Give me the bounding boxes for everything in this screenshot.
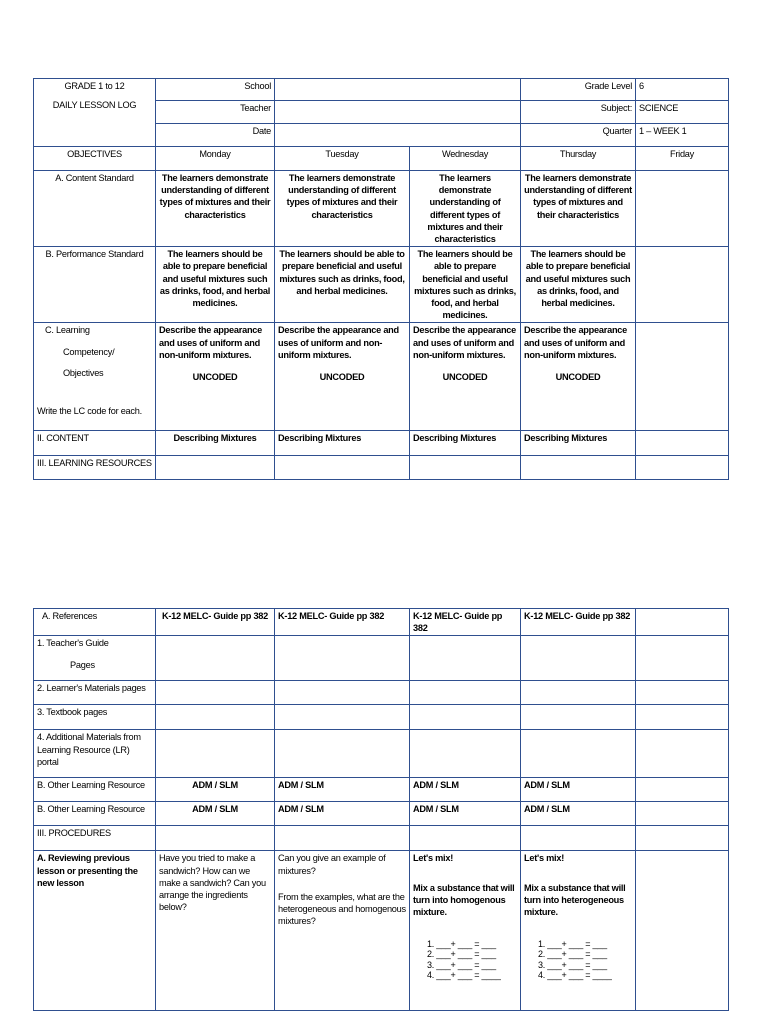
teachers-guide-friday — [636, 636, 729, 681]
teachers-guide-wednesday — [410, 636, 521, 681]
subject-value: SCIENCE — [636, 101, 729, 124]
content-standard-wednesday: The learners demonstrate understanding of different types of mixtures and their characteristics — [410, 171, 521, 247]
date-label: Date — [156, 124, 275, 147]
learners-materials-monday — [156, 681, 275, 705]
procedures-thursday — [521, 826, 636, 851]
learning-competency-wednesday — [410, 323, 521, 431]
learning-resources-label: III. LEARNING RESOURCES — [34, 456, 156, 480]
procedures-wednesday — [410, 826, 521, 851]
references-thursday: K-12 MELC- Guide pp 382 — [521, 609, 636, 636]
content-standard-thursday: The learners demonstrate understanding of different types of mixtures and their characteristics — [521, 171, 636, 247]
learning-competency-label-3: Objectives — [63, 367, 104, 378]
content-friday — [636, 431, 729, 456]
performance-standard-thursday: The learners should be able to prepare beneficial and useful mixtures such as drinks, food, and herbal medicines. — [521, 247, 636, 323]
performance-standard-monday: The learners should be able to prepare beneficial and useful mixtures such as drinks, food, and herbal medicines. — [156, 247, 275, 323]
learning-competency-monday — [156, 323, 275, 431]
other-resource-2-monday: ADM / SLM — [156, 802, 275, 826]
competency-text: Describe the appearance and uses of uniform and non-uniform mixtures. — [524, 325, 628, 360]
reviewing-thursday-title: Let's mix! — [524, 853, 565, 864]
other-resource-1-wednesday: ADM / SLM — [410, 778, 521, 802]
procedures-monday — [156, 826, 275, 851]
teacher-field[interactable] — [275, 101, 521, 124]
learners-materials-label: 2. Learner's Materials pages — [34, 681, 156, 705]
learning-resources-tuesday — [275, 456, 410, 480]
other-resource-2-friday — [636, 802, 729, 826]
reviewing-wednesday-instruction: Mix a substance that will turn into homogenous mixture. — [413, 882, 515, 918]
reviewing-tuesday-question-1: Can you give an example of mixtures? — [278, 853, 386, 876]
date-field[interactable] — [275, 124, 521, 147]
textbook-wednesday — [410, 705, 521, 730]
content-wednesday: Describing Mixtures — [410, 431, 521, 456]
competency-code: UNCODED — [192, 372, 238, 383]
day-header-monday: Monday — [156, 147, 275, 171]
reviewing-monday: Have you tried to make a sandwich? How can we make a sandwich? Can you arrange the ingredients below? — [156, 851, 275, 1011]
learning-resources-thursday — [521, 456, 636, 480]
blank-equation-item: 4. ___+ ___ = ____ — [427, 969, 501, 980]
blank-equation-item: 1. ___+ ___ = ___ — [427, 939, 496, 950]
learning-resources-wednesday — [410, 456, 521, 480]
content-label: II. CONTENT — [34, 431, 156, 456]
teachers-guide-thursday — [521, 636, 636, 681]
procedures-friday — [636, 826, 729, 851]
procedures-tuesday — [275, 826, 410, 851]
teachers-guide-label-1: 1. Teacher's Guide — [37, 638, 109, 649]
school-label: School — [156, 79, 275, 101]
blank-equations-list — [524, 939, 632, 980]
day-header-thursday: Thursday — [521, 147, 636, 171]
additional-materials-wednesday — [410, 730, 521, 778]
reviewing-tuesday-question-2: From the examples, what are the heterogeneous and homogenous mixtures? — [278, 891, 406, 927]
blank-equation-item: 4. ___+ ___ = ____ — [538, 969, 612, 980]
reviewing-thursday — [521, 851, 636, 1011]
textbook-thursday — [521, 705, 636, 730]
other-resource-1-friday — [636, 778, 729, 802]
competency-code: UNCODED — [555, 372, 601, 383]
learners-materials-friday — [636, 681, 729, 705]
competency-text: Describe the appearance and uses of uniform and non-uniform mixtures. — [159, 325, 263, 360]
blank-equation-item: 2. ___+ ___ = ___ — [538, 949, 607, 960]
other-resource-1-monday: ADM / SLM — [156, 778, 275, 802]
quarter-label: Quarter — [521, 124, 636, 147]
content-standard-monday: The learners demonstrate understanding of different types of mixtures and their characteristics — [156, 171, 275, 247]
references-tuesday: K-12 MELC- Guide pp 382 — [275, 609, 410, 636]
performance-standard-label: B. Performance Standard — [34, 247, 156, 323]
textbook-tuesday — [275, 705, 410, 730]
competency-text: Describe the appearance and uses of uniform and non-uniform mixtures. — [413, 325, 517, 360]
grade-log-header-cell — [34, 79, 156, 147]
learning-competency-label — [34, 323, 156, 431]
blank-equation-item: 3. ___+ ___ = ___ — [427, 959, 496, 970]
learning-competency-label-1: C. Learning — [45, 325, 90, 336]
textbook-label: 3. Textbook pages — [34, 705, 156, 730]
content-standard-friday — [636, 171, 729, 247]
day-header-tuesday: Tuesday — [275, 147, 410, 171]
log-title: DAILY LESSON LOG — [52, 100, 137, 111]
blank-equation-item: 1. ___+ ___ = ___ — [538, 939, 607, 950]
teachers-guide-label — [34, 636, 156, 681]
content-standard-tuesday: The learners demonstrate understanding of different types of mixtures and their characteristics — [275, 171, 410, 247]
learners-materials-thursday — [521, 681, 636, 705]
school-field[interactable] — [275, 79, 521, 101]
competency-text: Describe the appearance and uses of uniform and non-uniform mixtures. — [278, 325, 399, 360]
additional-materials-thursday — [521, 730, 636, 778]
competency-code: UNCODED — [319, 372, 365, 383]
objectives-label: OBJECTIVES — [34, 147, 156, 171]
learning-competency-label-2: Competency/ — [63, 346, 115, 357]
learning-resources-monday — [156, 456, 275, 480]
grade-range: GRADE 1 to 12 — [64, 81, 125, 91]
learners-materials-tuesday — [275, 681, 410, 705]
reviewing-wednesday — [410, 851, 521, 1011]
grade-level-value: 6 — [636, 79, 729, 101]
procedures-label: III. PROCEDURES — [34, 826, 156, 851]
content-tuesday: Describing Mixtures — [275, 431, 410, 456]
content-thursday: Describing Mixtures — [521, 431, 636, 456]
blank-equation-item: 3. ___+ ___ = ___ — [538, 959, 607, 970]
other-resource-1-label: B. Other Learning Resource — [34, 778, 156, 802]
learning-competency-label-4: Write the LC code for each. — [37, 406, 142, 417]
references-monday: K-12 MELC- Guide pp 382 — [156, 609, 275, 636]
additional-materials-friday — [636, 730, 729, 778]
other-resource-1-thursday: ADM / SLM — [521, 778, 636, 802]
teacher-label: Teacher — [156, 101, 275, 124]
other-resource-2-label: B. Other Learning Resource — [34, 802, 156, 826]
performance-standard-wednesday: The learners should be able to prepare beneficial and useful mixtures such as drinks, food, and herbal medicines. — [410, 247, 521, 323]
teachers-guide-monday — [156, 636, 275, 681]
competency-code: UNCODED — [442, 372, 488, 383]
additional-materials-label: 4. Additional Materials from Learning Resource (LR) portal — [34, 730, 156, 778]
textbook-friday — [636, 705, 729, 730]
other-resource-2-tuesday: ADM / SLM — [275, 802, 410, 826]
other-resource-1-tuesday: ADM / SLM — [275, 778, 410, 802]
reviewing-tuesday — [275, 851, 410, 1011]
reviewing-label: A. Reviewing previous lesson or presenting the new lesson — [34, 851, 156, 1011]
teachers-guide-tuesday — [275, 636, 410, 681]
references-label — [34, 609, 156, 636]
learning-resources-friday — [636, 456, 729, 480]
quarter-value: 1 – WEEK 1 — [636, 124, 729, 147]
learning-competency-friday — [636, 323, 729, 431]
teachers-guide-label-2: Pages — [70, 659, 95, 670]
reviewing-wednesday-title: Let's mix! — [413, 853, 454, 864]
reviewing-friday — [636, 851, 729, 1011]
daily-lesson-log-table-1 — [33, 78, 729, 480]
other-resource-2-wednesday: ADM / SLM — [410, 802, 521, 826]
additional-materials-monday — [156, 730, 275, 778]
grade-level-label: Grade Level — [521, 79, 636, 101]
blank-equation-item: 2. ___+ ___ = ___ — [427, 949, 496, 960]
performance-standard-friday — [636, 247, 729, 323]
day-header-wednesday: Wednesday — [410, 147, 521, 171]
learners-materials-wednesday — [410, 681, 521, 705]
content-monday: Describing Mixtures — [156, 431, 275, 456]
content-standard-label: A. Content Standard — [34, 171, 156, 247]
learning-competency-tuesday — [275, 323, 410, 431]
other-resource-2-thursday: ADM / SLM — [521, 802, 636, 826]
blank-equations-list — [413, 939, 517, 980]
daily-lesson-log-table-2 — [33, 608, 729, 1011]
learning-competency-thursday — [521, 323, 636, 431]
references-friday — [636, 609, 729, 636]
reviewing-thursday-instruction: Mix a substance that will turn into heterogeneous mixture. — [524, 882, 626, 918]
performance-standard-tuesday: The learners should be able to prepare beneficial and useful mixtures such as drinks, food, and herbal medicines. — [275, 247, 410, 323]
textbook-monday — [156, 705, 275, 730]
subject-label: Subject: — [521, 101, 636, 124]
references-wednesday: K-12 MELC- Guide pp 382 — [410, 609, 521, 636]
references-label-text: A. References — [42, 611, 97, 621]
day-header-friday: Friday — [636, 147, 729, 171]
additional-materials-tuesday — [275, 730, 410, 778]
